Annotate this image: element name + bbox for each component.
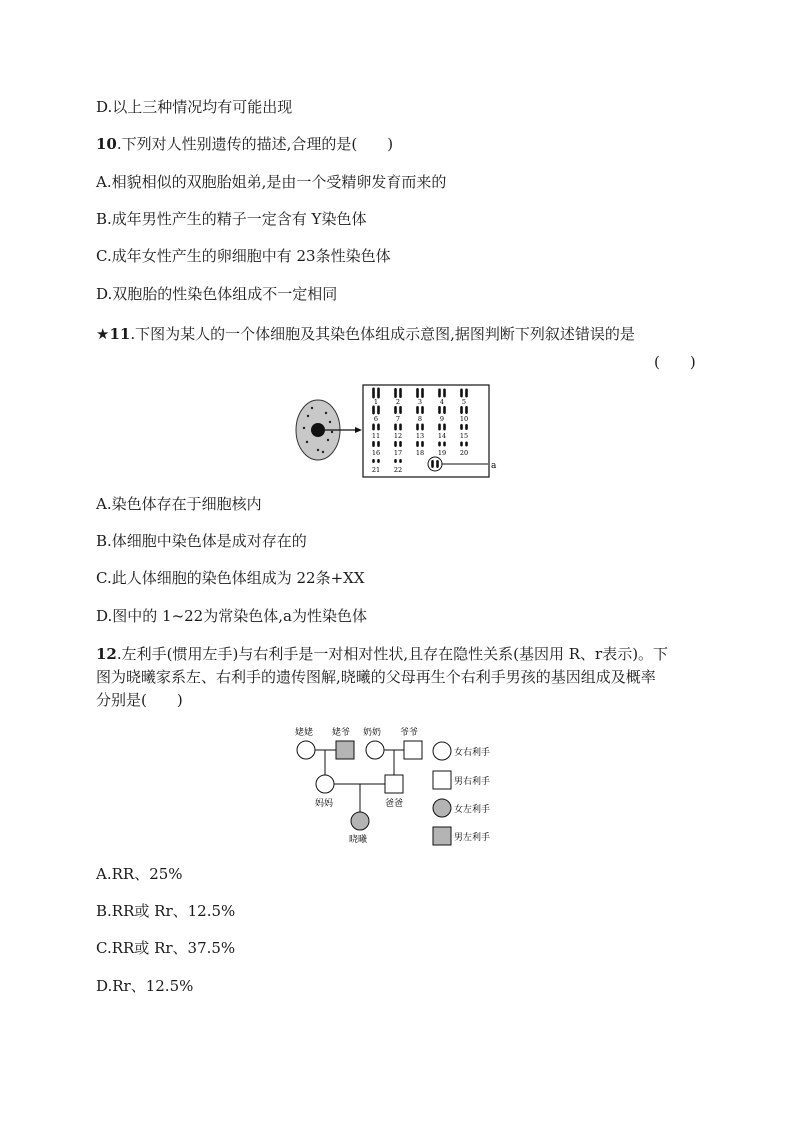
q12-option-d: D.Rr、12.5% xyxy=(96,977,194,995)
q10-stem-text: .下列对人性别遗传的描述,合理的是( ) xyxy=(116,135,394,153)
q12-stem-line1 xyxy=(96,644,668,664)
pedigree-figure xyxy=(290,720,510,848)
yeye-symbol xyxy=(404,741,422,759)
chromosome-number-5: 5 xyxy=(461,398,467,406)
chromosome-number-20: 20 xyxy=(459,449,469,457)
q12-option-c: C.RR或 Rr、37.5% xyxy=(96,939,236,957)
chromosome-number-8: 8 xyxy=(417,415,423,423)
chromosome-number-22: 22 xyxy=(393,466,403,474)
chromosome-number-11: 11 xyxy=(371,432,381,440)
q12-stem-line2: 图为晓曦家系左、右利手的遗传图解,晓曦的父母再生个右利手男孩的基因组成及概率 xyxy=(96,668,656,686)
laolao-symbol xyxy=(297,741,315,759)
marker-label: a xyxy=(491,461,497,471)
chromosome-number-14: 14 xyxy=(437,432,447,440)
mama-symbol xyxy=(316,775,334,793)
q11-stem xyxy=(96,324,635,344)
q11-number: 11 xyxy=(109,325,131,343)
q12-stem-text: .左利手(惯用左手)与右利手是一对相对性状,且存在隐性关系(基因用 R、r表示)。下 xyxy=(116,645,669,663)
q10-number: 10 xyxy=(96,135,117,153)
chromosome-number-4: 4 xyxy=(439,398,445,406)
q11-answer-paren: ( ) xyxy=(654,353,696,371)
q10-option-c: C.成年女性产生的卵细胞中有 23条性染色体 xyxy=(96,247,391,265)
chromosome-number-21: 21 xyxy=(371,466,381,474)
q11-option-d: D.图中的 1~22为常染色体,a为性染色体 xyxy=(96,607,367,625)
chromosome-number-19: 19 xyxy=(437,449,447,457)
legend-male-right-symbol xyxy=(433,771,451,789)
q10-option-d: D.双胞胎的性染色体组成不一定相同 xyxy=(96,285,338,303)
chromosome-number-16: 16 xyxy=(371,449,381,457)
nainai-symbol xyxy=(366,741,384,759)
arrow-icon xyxy=(355,427,362,433)
chromosome-number-9: 9 xyxy=(439,415,445,423)
chromosome-number-6: 6 xyxy=(373,415,379,423)
q12-stem-line3: 分别是( ) xyxy=(96,691,183,709)
q12-number: 12 xyxy=(96,645,117,663)
q10-option-b: B.成年男性产生的精子一定含有 Y染色体 xyxy=(96,210,367,228)
q11-option-b: B.体细胞中染色体是成对存在的 xyxy=(96,532,307,550)
chromosome-number-18: 18 xyxy=(415,449,425,457)
q12-option-a: A.RR、25% xyxy=(96,865,183,883)
chromosome-number-10: 10 xyxy=(459,415,469,423)
q10-stem xyxy=(96,134,393,154)
label-xiaoxi: 晓曦 xyxy=(349,835,368,845)
legend-female-left: 女左利手 xyxy=(454,805,491,815)
star-icon: ★ xyxy=(96,325,110,343)
legend-male-right: 男右利手 xyxy=(454,777,491,787)
q11-option-a: A.染色体存在于细胞核内 xyxy=(96,495,262,513)
chromosome-number-2: 2 xyxy=(395,398,401,406)
chromosome-number-15: 15 xyxy=(459,432,469,440)
legend-female-left-symbol xyxy=(433,799,451,817)
label-laoye: 姥爷 xyxy=(332,728,351,738)
q11-stem-text: .下图为某人的一个体细胞及其染色体组成示意图,据图判断下列叙述错误的是 xyxy=(130,325,635,343)
chromosome-number-1: 1 xyxy=(373,398,379,406)
laoye-symbol xyxy=(336,741,354,759)
karyotype-figure xyxy=(290,380,510,482)
xiaoxi-symbol xyxy=(351,812,369,830)
q10-option-a: A.相貌相似的双胞胎姐弟,是由一个受精卵发育而来的 xyxy=(96,173,447,191)
karyotype-box xyxy=(363,385,489,477)
q11-option-c: C.此人体细胞的染色体组成为 22条+XX xyxy=(96,569,365,587)
chromosome-number-7: 7 xyxy=(395,415,401,423)
legend-male-left: 男左利手 xyxy=(454,833,491,843)
q9-option-d: D.以上三种情况均有可能出现 xyxy=(96,98,293,116)
legend-female-right-symbol xyxy=(433,742,451,760)
baba-symbol xyxy=(385,775,403,793)
legend-female-right: 女右利手 xyxy=(454,748,491,758)
chromosome-number-13: 13 xyxy=(415,432,425,440)
chromosome-number-12: 12 xyxy=(393,432,403,440)
label-baba: 爸爸 xyxy=(385,799,404,809)
label-laolao: 姥姥 xyxy=(295,728,314,738)
label-nainai: 奶奶 xyxy=(363,728,382,738)
label-yeye: 爷爷 xyxy=(400,728,419,738)
label-mama: 妈妈 xyxy=(315,799,334,809)
legend-male-left-symbol xyxy=(433,827,451,845)
q12-option-b: B.RR或 Rr、12.5% xyxy=(96,902,236,920)
chromosome-number-3: 3 xyxy=(417,398,423,406)
chromosome-number-17: 17 xyxy=(393,449,403,457)
